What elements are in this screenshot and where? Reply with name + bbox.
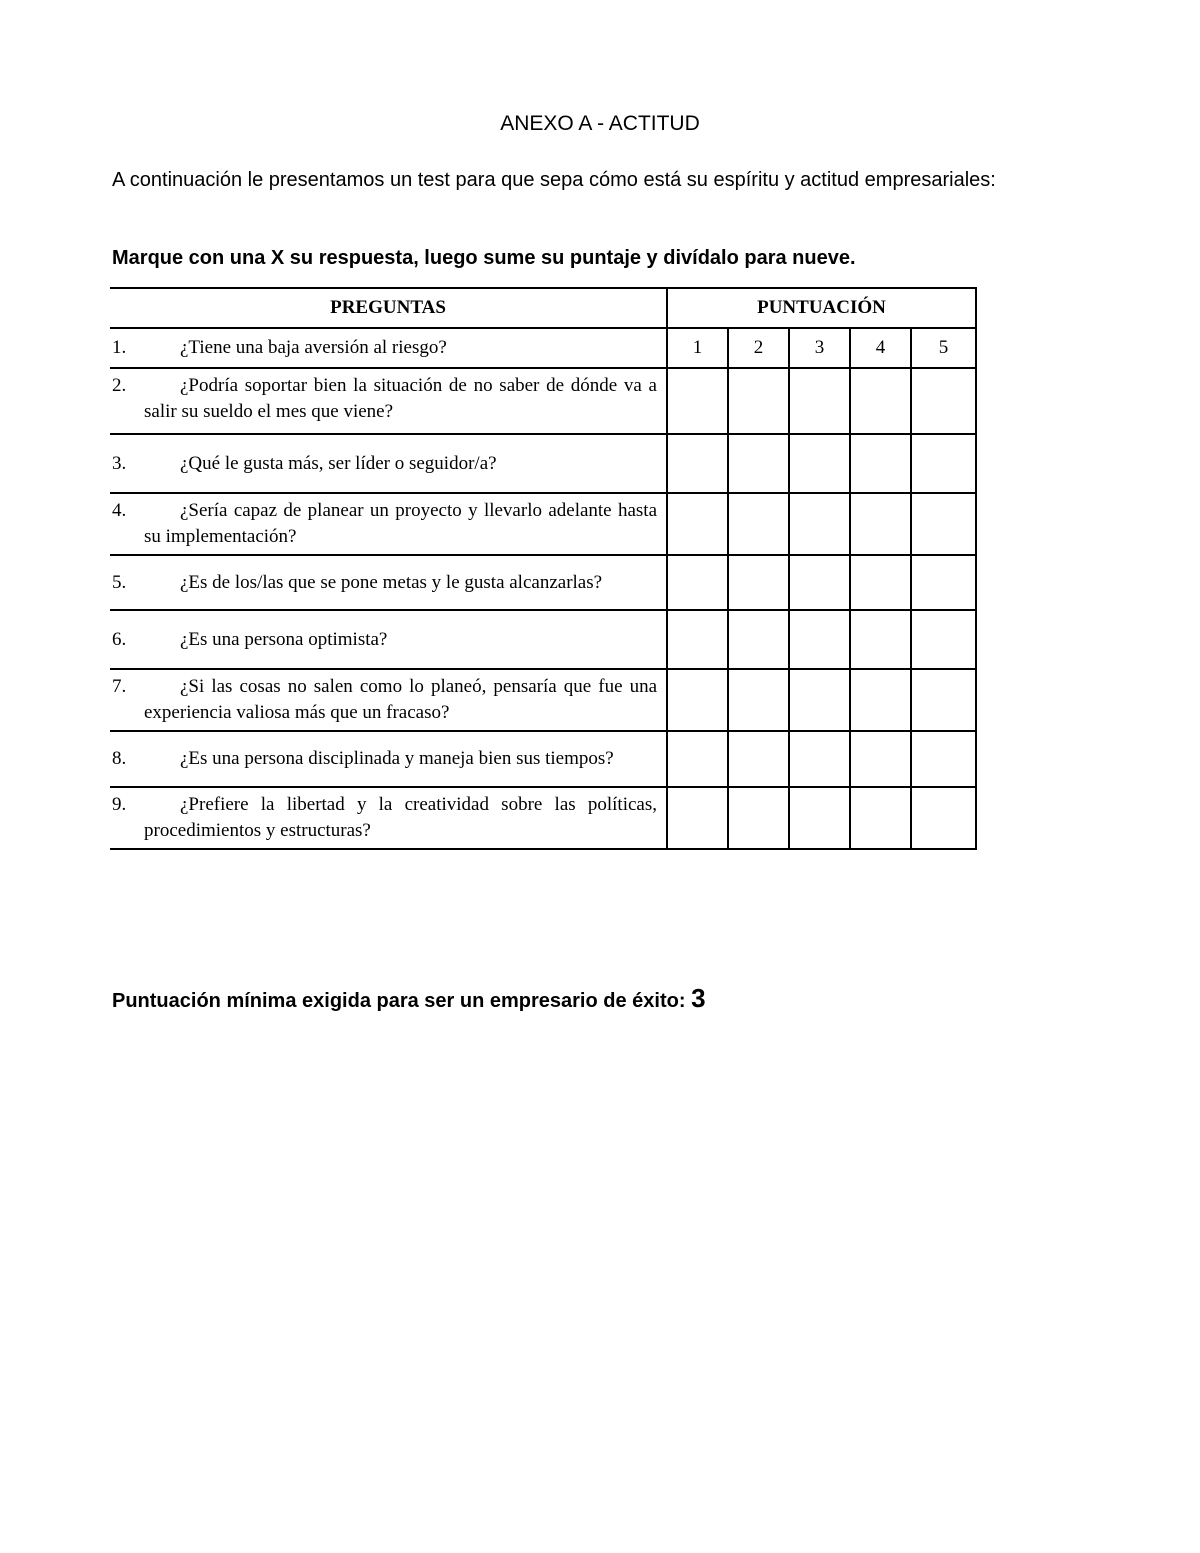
question-number: 6. <box>112 628 127 650</box>
answer-cell[interactable] <box>911 787 976 849</box>
answer-cell[interactable] <box>850 434 911 493</box>
question-number: 3. <box>112 452 127 474</box>
answer-cell[interactable] <box>728 555 789 610</box>
answer-cell[interactable] <box>667 493 728 555</box>
header-questions: PREGUNTAS <box>110 288 667 328</box>
question-cell-2 <box>110 368 667 434</box>
answer-cell[interactable] <box>850 669 911 731</box>
answer-cell[interactable] <box>850 493 911 555</box>
question-cell-4 <box>110 493 667 555</box>
question-text: ¿Qué le gusta más, ser líder o seguidor/a? <box>180 452 497 474</box>
question-cell-5 <box>110 555 667 610</box>
answer-cell[interactable] <box>789 555 850 610</box>
answer-cell[interactable] <box>911 555 976 610</box>
question-cell-8 <box>110 731 667 787</box>
answer-cell[interactable] <box>789 493 850 555</box>
question-text: ¿Es una persona disciplinada y maneja bien sus tiempos? <box>180 748 614 769</box>
table-row <box>110 493 976 555</box>
table-row <box>110 669 976 731</box>
instruction-text: Marque con una X su respuesta, luego sume su puntaje y divídalo para nueve. <box>112 247 856 269</box>
question-text: ¿Es una persona optimista? <box>180 628 388 650</box>
question-text: ¿Tiene una baja aversión al riesgo? <box>180 337 447 358</box>
question-text: ¿Podría soportar bien la situación de no saber de dónde va a salir su sueldo el mes que viene? <box>144 375 657 422</box>
answer-cell[interactable] <box>728 434 789 493</box>
answer-cell[interactable] <box>728 493 789 555</box>
score-label-5: 5 <box>911 328 976 368</box>
answer-cell[interactable] <box>728 610 789 669</box>
minimum-score-line <box>112 983 706 1014</box>
question-text: ¿Sería capaz de planear un proyecto y llevarlo adelante hasta su implementación? <box>144 500 657 547</box>
question-number: 9. <box>112 794 127 815</box>
answer-cell[interactable] <box>789 368 850 434</box>
question-cell-9 <box>110 787 667 849</box>
table-row <box>110 731 976 787</box>
question-text: ¿Prefiere la libertad y la creatividad sobre las políticas, procedimientos y estructuras? <box>144 794 657 841</box>
answer-cell[interactable] <box>911 669 976 731</box>
answer-cell[interactable] <box>850 787 911 849</box>
table-row <box>110 368 976 434</box>
question-cell-6 <box>110 610 667 669</box>
answer-cell[interactable] <box>911 731 976 787</box>
table-row <box>110 610 976 669</box>
question-number: 8. <box>112 748 127 769</box>
table-row <box>110 555 976 610</box>
answer-cell[interactable] <box>667 368 728 434</box>
answer-cell[interactable] <box>789 610 850 669</box>
table-row <box>110 787 976 849</box>
answer-cell[interactable] <box>789 434 850 493</box>
score-label-4: 4 <box>850 328 911 368</box>
answer-cell[interactable] <box>728 731 789 787</box>
answer-cell[interactable] <box>728 787 789 849</box>
question-number: 7. <box>112 676 127 697</box>
question-number: 1. <box>112 337 127 358</box>
answer-cell[interactable] <box>667 787 728 849</box>
minimum-score-label: Puntuación mínima exigida para ser un empresario de éxito: <box>112 990 692 1012</box>
answer-cell[interactable] <box>911 368 976 434</box>
question-number: 2. <box>112 375 127 396</box>
answer-cell[interactable] <box>911 493 976 555</box>
question-cell-3 <box>110 434 667 493</box>
answer-cell[interactable] <box>911 434 976 493</box>
answer-cell[interactable] <box>728 368 789 434</box>
table-row <box>110 434 976 493</box>
answer-cell[interactable] <box>789 669 850 731</box>
score-label-1: 1 <box>667 328 728 368</box>
answer-cell[interactable] <box>789 731 850 787</box>
minimum-score-value: 3 <box>691 983 706 1013</box>
answer-cell[interactable] <box>789 787 850 849</box>
header-score: PUNTUACIÓN <box>667 288 976 328</box>
table-row <box>110 328 976 368</box>
answer-cell[interactable] <box>667 434 728 493</box>
attitude-test-table <box>110 287 977 850</box>
question-cell-7 <box>110 669 667 731</box>
answer-cell[interactable] <box>850 610 911 669</box>
answer-cell[interactable] <box>667 669 728 731</box>
answer-cell[interactable] <box>850 731 911 787</box>
answer-cell[interactable] <box>667 610 728 669</box>
question-number: 4. <box>112 500 127 521</box>
score-label-2: 2 <box>728 328 789 368</box>
answer-cell[interactable] <box>911 610 976 669</box>
table-header-row <box>110 288 976 328</box>
answer-cell[interactable] <box>850 368 911 434</box>
answer-cell[interactable] <box>667 555 728 610</box>
intro-paragraph: A continuación le presentamos un test para que sepa cómo está su espíritu y actitud empresariales: <box>112 169 996 191</box>
document-title: ANEXO A - ACTITUD <box>500 112 700 135</box>
question-text: ¿Es de los/las que se pone metas y le gusta alcanzarlas? <box>180 571 603 593</box>
answer-cell[interactable] <box>667 731 728 787</box>
score-label-3: 3 <box>789 328 850 368</box>
question-text: ¿Si las cosas no salen como lo planeó, pensaría que fue una experiencia valiosa más que un fracaso? <box>144 676 657 723</box>
answer-cell[interactable] <box>728 669 789 731</box>
answer-cell[interactable] <box>850 555 911 610</box>
question-cell-1 <box>110 328 667 368</box>
question-number: 5. <box>112 571 127 593</box>
